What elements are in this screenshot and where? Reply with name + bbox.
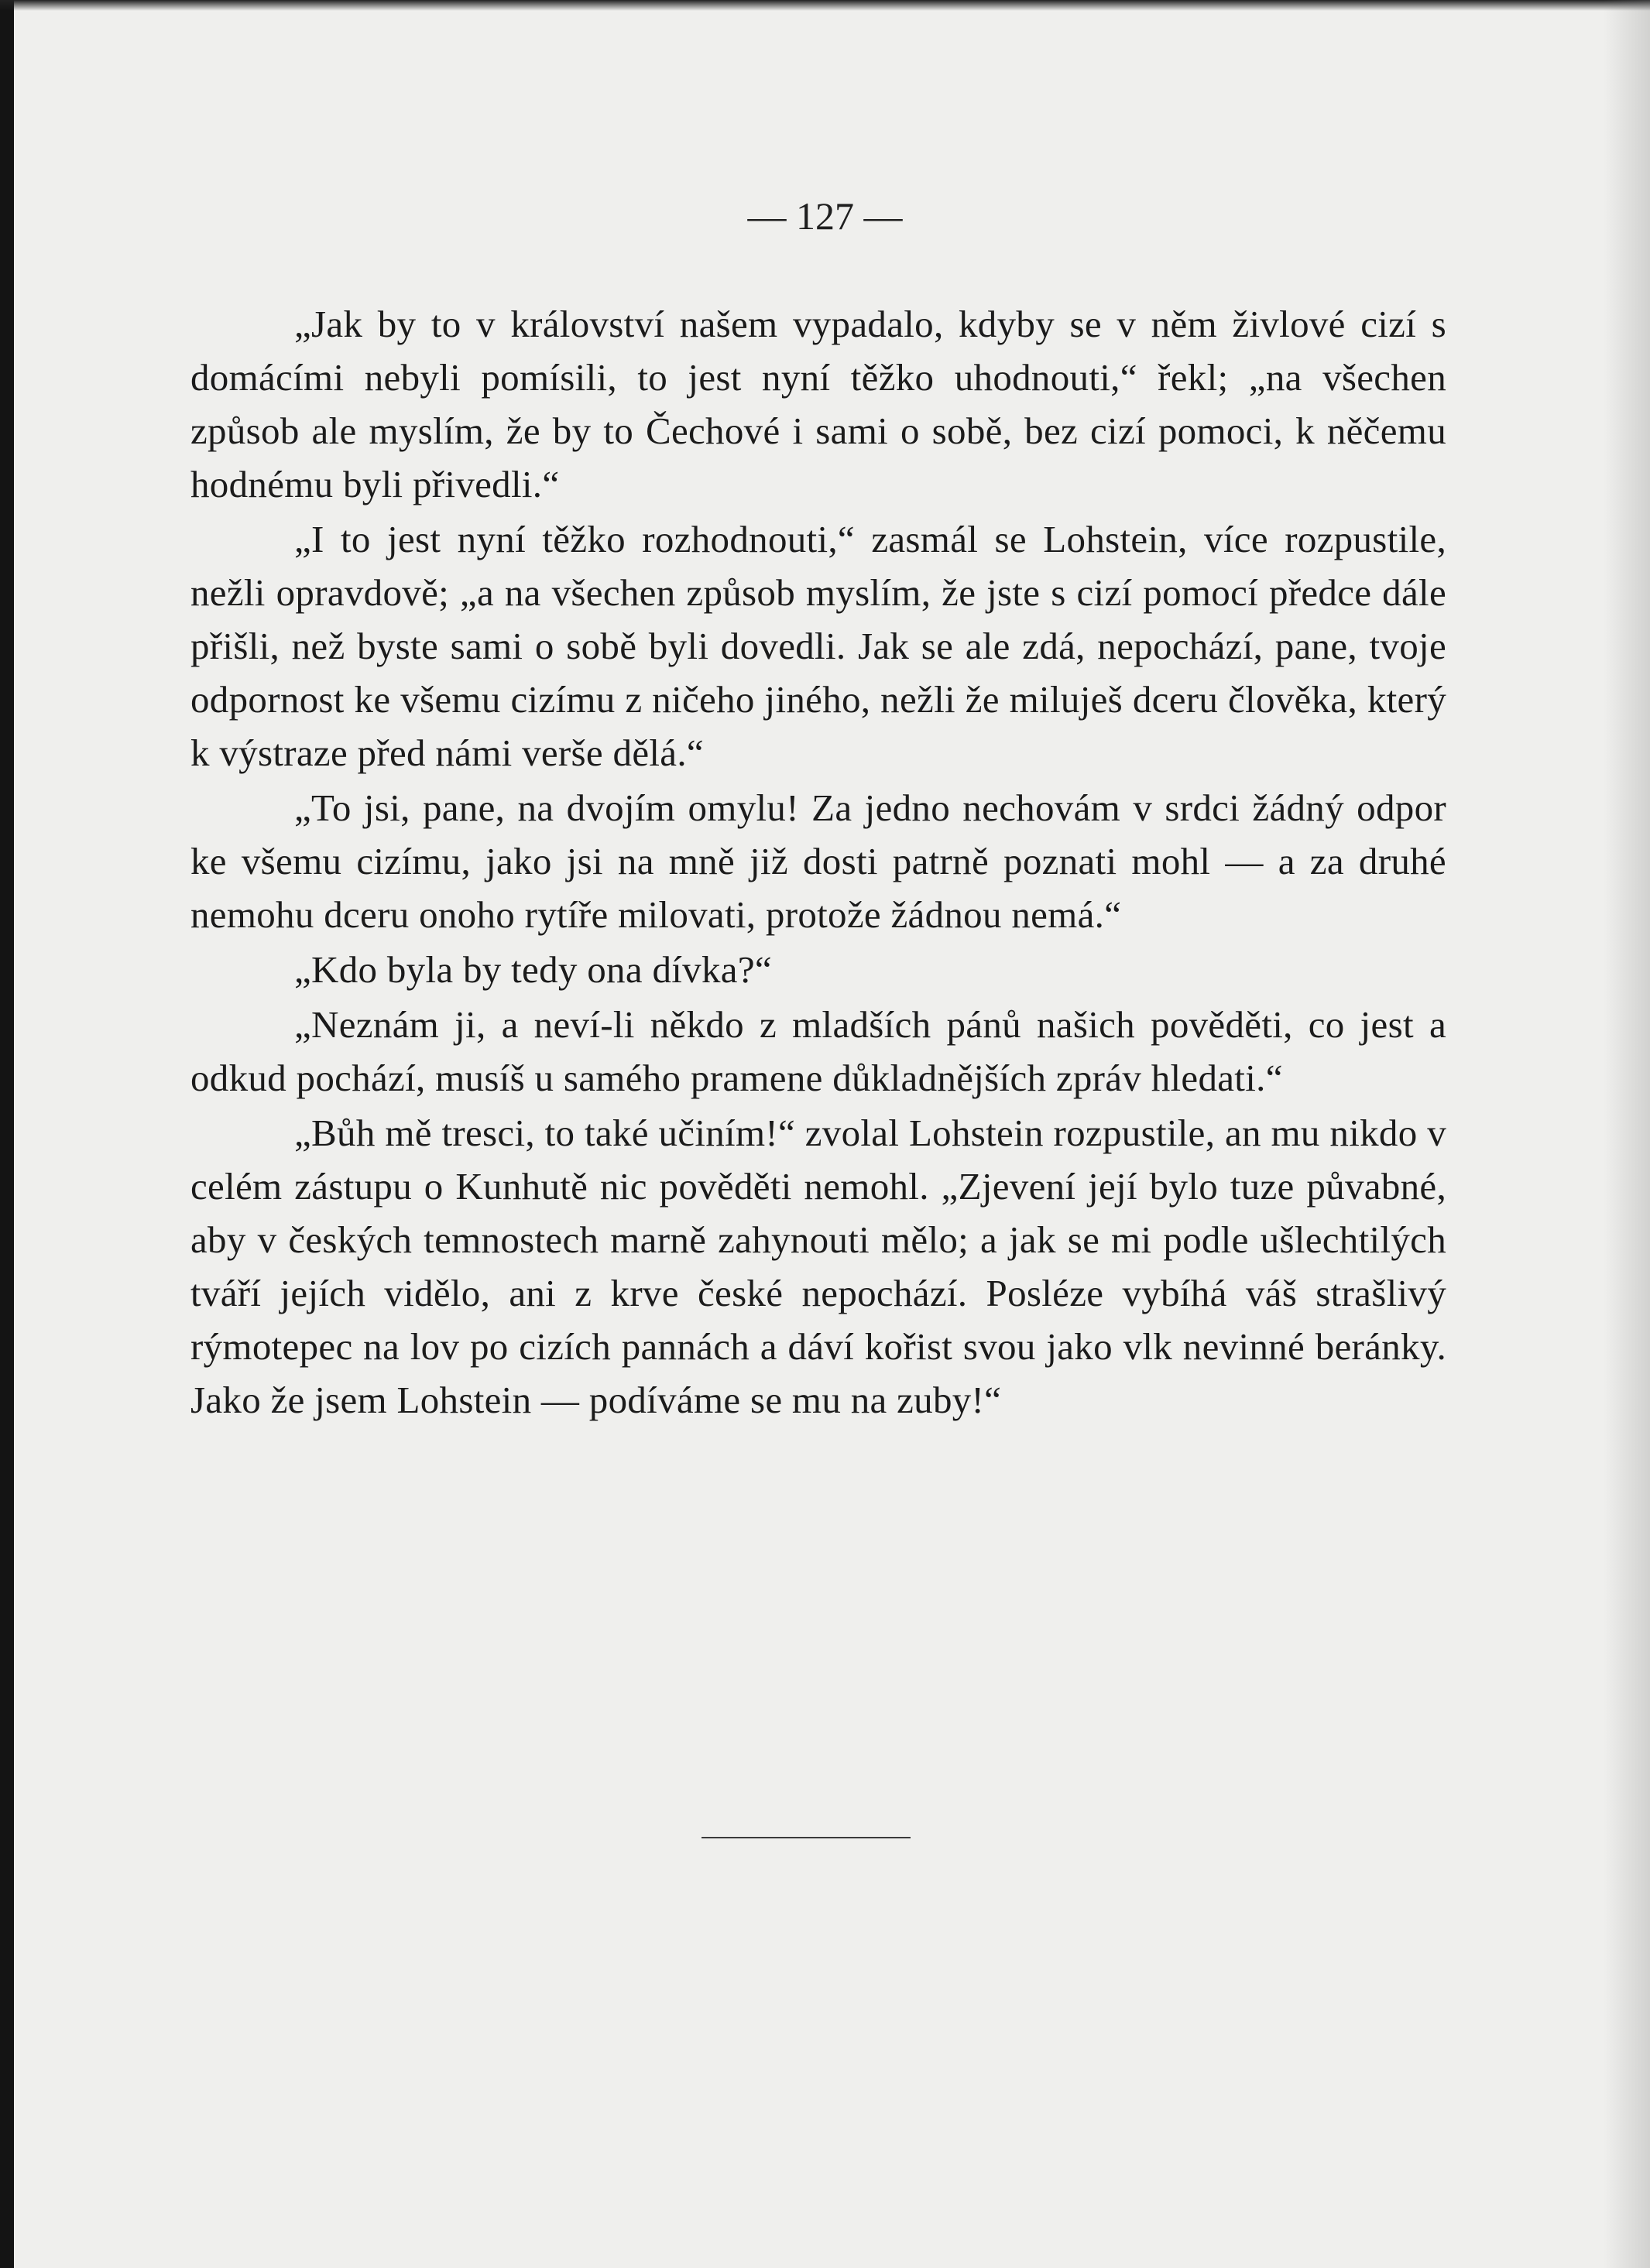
binding-edge — [0, 0, 14, 2268]
paragraph-2: „I to jest nyní těžko rozhodnouti,“ zasmál se Lohstein, více rozpustile, nežli opravdově; „a na všechen způsob myslím, že jste s cizí pomocí předce dále přišli, než byste sami o sobě byli dovedli. Jak se ale zdá, nepochází, pane, tvoje odpornost ke všemu cizímu z ničeho jiného, nežli že miluješ dceru člověka, který k výstraze před námi verše dělá.“ — [190, 518, 1446, 774]
paragraph-6: „Bůh mě tresci, to také učiním!“ zvolal Lohstein rozpustile, an mu nikdo v celém zástupu o Kunhutě nic pověděti nemohl. „Zjevení její bylo tuze půvabné, aby v českých temnostech marně zahynouti mělo; a jak se mi podle ušlechtilých tváří jejích vidělo, ani z krve české nepochází. Posléze vybíhá váš strašlivý rýmotepec na lov po cizích pannách a dáví kořist svou jako vlk nevinné beránky. Jako že jsem Lohstein — podíváme se mu na zuby!“ — [190, 1112, 1446, 1421]
paragraph-1: „Jak by to v království našem vypadalo, kdyby se v něm živlové cizí s domácími nebyli pomísili, to jest nyní těžko uhodnouti,“ řekl; „na všechen způsob ale myslím, že by to Čechové i sami o sobě, bez cizí pomoci, k něčemu hodnému byli přivedli.“ — [190, 303, 1446, 505]
page-top-edge — [0, 0, 1650, 11]
page-number: — 127 — — [747, 194, 903, 238]
paragraph-5: „Neznám ji, a neví-li někdo z mladších pánů našich pověděti, co jest a odkud pochází, musíš u samého pramene důkladnějších zpráv hledati.“ — [190, 1003, 1446, 1099]
paragraph-4: „Kdo byla by tedy ona dívka?“ — [294, 948, 772, 991]
body-text — [190, 297, 1446, 1427]
page-right-shadow — [1604, 0, 1650, 2268]
paragraph-3: „To jsi, pane, na dvojím omylu! Za jedno nechovám v srdci žádný odpor ke všemu cizímu, jako jsi na mně již dosti patrně poznati mohl — a za druhé nemohu dceru onoho rytíře milovati, protože žádnou nemá.“ — [190, 786, 1446, 936]
chapter-end-rule — [702, 1837, 911, 1838]
